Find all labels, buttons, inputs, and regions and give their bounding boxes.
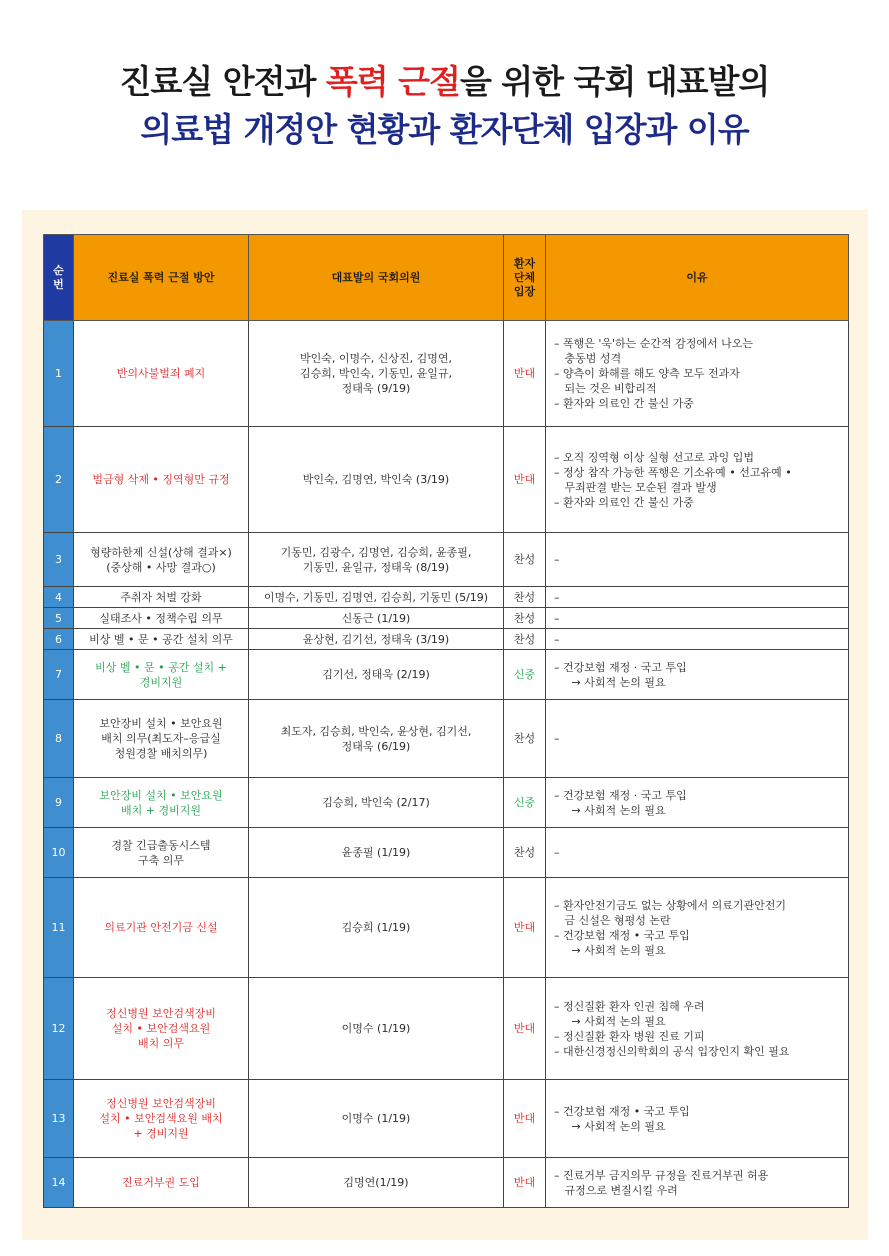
row-number: 6	[44, 629, 74, 650]
row-proposal: 벌금형 삭제 • 징역형만 규정	[74, 427, 249, 533]
row-reason: – 환자안전기금도 없는 상황에서 의료기관안전기 금 신설은 형평성 논란 – 건강보험 재정 • 국고 투입 → 사회적 논의 필요	[546, 878, 849, 978]
row-stance: 반대	[504, 427, 546, 533]
row-stance: 찬성	[504, 587, 546, 608]
row-stance: 반대	[504, 1158, 546, 1208]
table-row	[44, 778, 849, 828]
row-proposal: 보안장비 설치 • 보안요원 배치 + 경비지원	[74, 778, 249, 828]
header-stance: 환자 단체 입장	[504, 235, 546, 321]
row-proposal: 정신병원 보안검색장비 설치 • 보안검색요원 배치 + 경비지원	[74, 1080, 249, 1158]
row-members: 김기선, 정태욱 (2/19)	[249, 650, 504, 700]
row-reason: – 건강보험 재정 · 국고 투입 → 사회적 논의 필요	[546, 650, 849, 700]
row-proposal: 비상 벨 • 문 • 공간 설치 의무	[74, 629, 249, 650]
row-stance: 찬성	[504, 533, 546, 587]
row-members: 신동근 (1/19)	[249, 608, 504, 629]
table-row	[44, 587, 849, 608]
row-stance: 찬성	[504, 608, 546, 629]
row-reason: –	[546, 700, 849, 778]
row-number: 5	[44, 608, 74, 629]
row-number: 11	[44, 878, 74, 978]
row-stance: 반대	[504, 878, 546, 978]
header-reason: 이유	[546, 235, 849, 321]
row-reason: – 건강보험 재정 • 국고 투입 → 사회적 논의 필요	[546, 1080, 849, 1158]
row-proposal: 주취자 처벌 강화	[74, 587, 249, 608]
title-line-2: 의료법 개정안 현황과 환자단체 입장과 이유	[140, 110, 749, 149]
table-row	[44, 700, 849, 778]
row-number: 2	[44, 427, 74, 533]
row-stance: 찬성	[504, 828, 546, 878]
row-number: 12	[44, 978, 74, 1080]
row-stance: 신중	[504, 778, 546, 828]
row-members: 윤상현, 김기선, 정태욱 (3/19)	[249, 629, 504, 650]
row-reason: – 오직 징역형 이상 실형 선고로 과잉 입법 – 정상 참작 가능한 폭행은 기소유예 • 선고유예 • 무죄판결 받는 모순된 결과 발생 – 환자와 의료인 간 불신 가중	[546, 427, 849, 533]
row-members: 김승희 (1/19)	[249, 878, 504, 978]
row-members: 김명연(1/19)	[249, 1158, 504, 1208]
row-proposal: 비상 벨 • 문 • 공간 설치 + 경비지원	[74, 650, 249, 700]
header-proposal: 진료실 폭력 근절 방안	[74, 235, 249, 321]
row-members: 최도자, 김승희, 박인숙, 윤상현, 김기선, 정태욱 (6/19)	[249, 700, 504, 778]
row-stance: 반대	[504, 1080, 546, 1158]
row-number: 7	[44, 650, 74, 700]
row-reason: – 진료거부 금지의무 규정을 진료거부권 허용 규정으로 변질시킬 우려	[546, 1158, 849, 1208]
row-proposal: 실태조사 • 정책수립 의무	[74, 608, 249, 629]
table-row	[44, 828, 849, 878]
row-stance: 반대	[504, 978, 546, 1080]
row-members: 윤종필 (1/19)	[249, 828, 504, 878]
row-proposal: 의료기관 안전기금 신설	[74, 878, 249, 978]
row-proposal: 반의사불벌죄 폐지	[74, 321, 249, 427]
table-header-row	[44, 235, 849, 321]
row-reason: –	[546, 533, 849, 587]
title-part: 진료실 안전과	[119, 62, 326, 101]
row-number: 4	[44, 587, 74, 608]
row-stance: 찬성	[504, 629, 546, 650]
table-row	[44, 978, 849, 1080]
row-proposal: 경찰 긴급출동시스템 구축 의무	[74, 828, 249, 878]
row-reason: –	[546, 587, 849, 608]
row-stance: 반대	[504, 321, 546, 427]
row-members: 박인숙, 이명수, 신상진, 김명연, 김승희, 박인숙, 기동민, 윤일규, 정태욱 (9/19)	[249, 321, 504, 427]
table-row	[44, 1158, 849, 1208]
row-reason: –	[546, 608, 849, 629]
row-number: 3	[44, 533, 74, 587]
header-members: 대표발의 국회의원	[249, 235, 504, 321]
row-number: 1	[44, 321, 74, 427]
row-proposal: 정신병원 보안검색장비 설치 • 보안검색요원 배치 의무	[74, 978, 249, 1080]
row-members: 이명수 (1/19)	[249, 1080, 504, 1158]
table-row	[44, 321, 849, 427]
row-proposal: 형량하한제 신설(상해 결과×) (중상해 • 사망 결과○)	[74, 533, 249, 587]
row-number: 9	[44, 778, 74, 828]
title-highlight: 폭력 근절	[325, 62, 460, 101]
row-reason: – 폭행은 '욱'하는 순간적 감정에서 나오는 충동범 성격 – 양측이 화해를 해도 양측 모두 전과자 되는 것은 비합리적 – 환자와 의료인 간 불신 가중	[546, 321, 849, 427]
row-number: 8	[44, 700, 74, 778]
table-row	[44, 878, 849, 978]
row-members: 기동민, 김광수, 김명연, 김승희, 윤종필, 기동민, 윤일규, 정태욱 (8/19)	[249, 533, 504, 587]
table-row	[44, 427, 849, 533]
table-row	[44, 1080, 849, 1158]
table-body	[44, 321, 849, 1208]
header-number: 순 번	[44, 235, 74, 321]
row-stance: 신중	[504, 650, 546, 700]
title-line-1	[0, 56, 889, 103]
table-row	[44, 650, 849, 700]
row-reason: – 건강보험 재정 · 국고 투입 → 사회적 논의 필요	[546, 778, 849, 828]
row-proposal: 보안장비 설치 • 보안요원 배치 의무(최도자–응급실 청원경찰 배치의무)	[74, 700, 249, 778]
table-row	[44, 608, 849, 629]
row-reason: –	[546, 828, 849, 878]
row-members: 이명수, 기동민, 김명연, 김승희, 기동민 (5/19)	[249, 587, 504, 608]
row-proposal: 진료거부권 도입	[74, 1158, 249, 1208]
bill-table	[43, 234, 849, 1208]
row-stance: 찬성	[504, 700, 546, 778]
table-row	[44, 629, 849, 650]
row-reason: –	[546, 629, 849, 650]
row-number: 10	[44, 828, 74, 878]
row-members: 김승희, 박인숙 (2/17)	[249, 778, 504, 828]
title-part: 을 위한 국회 대표발의	[459, 62, 770, 101]
row-number: 13	[44, 1080, 74, 1158]
row-number: 14	[44, 1158, 74, 1208]
row-members: 이명수 (1/19)	[249, 978, 504, 1080]
row-members: 박인숙, 김명연, 박인숙 (3/19)	[249, 427, 504, 533]
table-row	[44, 533, 849, 587]
row-reason: – 정신질환 환자 인권 침해 우려 → 사회적 논의 필요 – 정신질환 환자 병원 진료 기피 – 대한신경정신의학회의 공식 입장인지 확인 필요	[546, 978, 849, 1080]
